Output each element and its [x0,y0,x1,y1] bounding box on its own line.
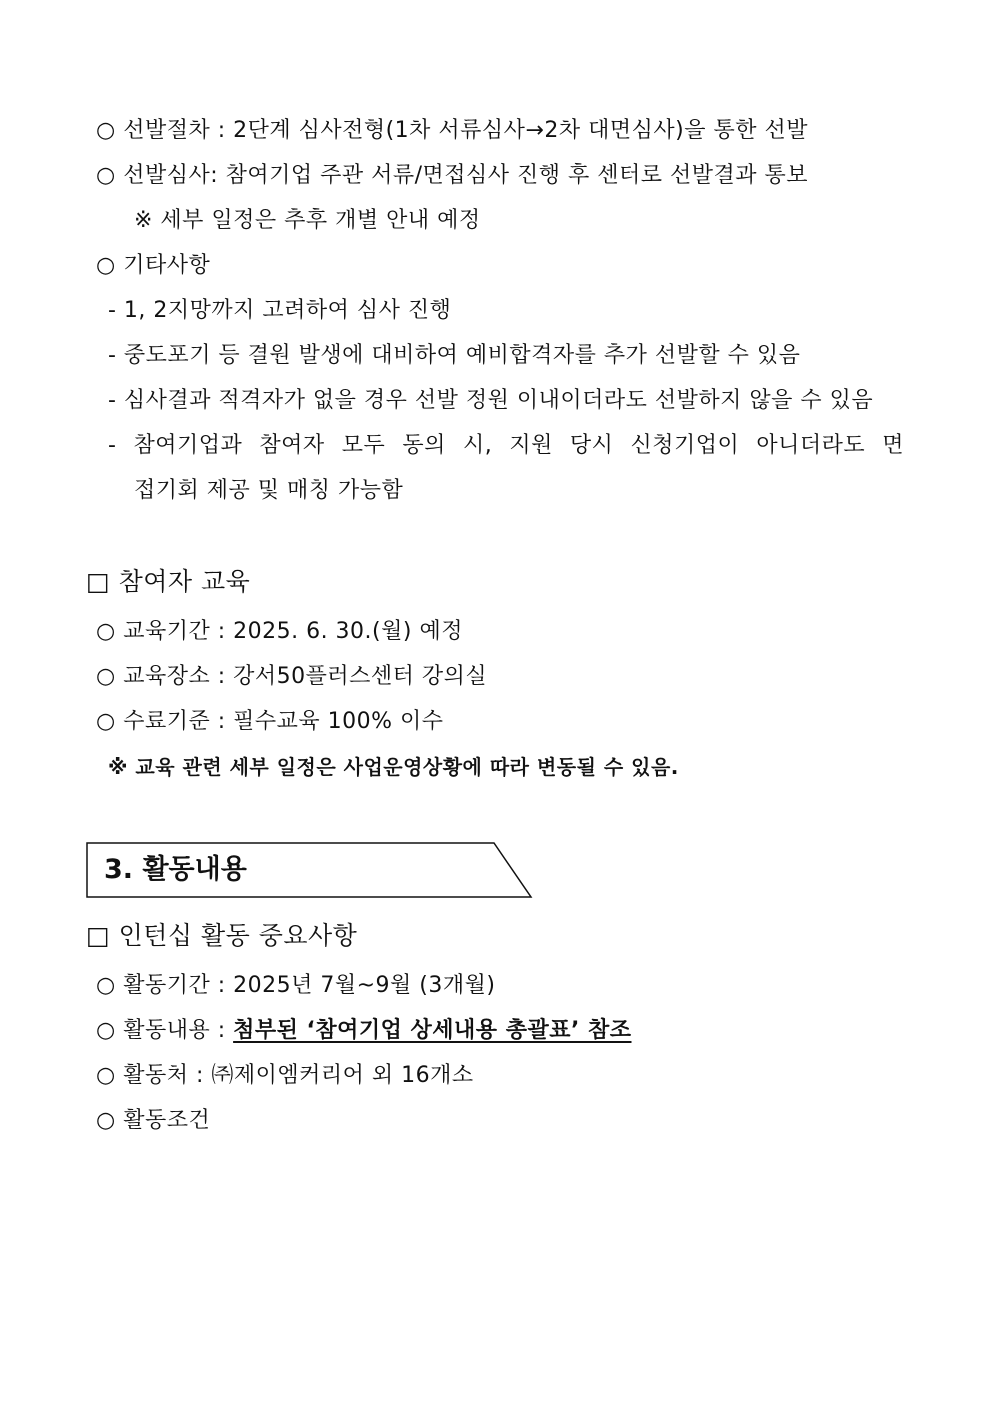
section-3-title-box [86,842,534,900]
selection-procedure: ○ 선발절차 : 2단계 심사전형(1차 서류심사→2차 대면심사)을 통한 선발 [96,118,808,143]
selection-etc-title: ○ 기타사항 [96,253,211,278]
etc-item: - 1, 2지망까지 고려하여 심사 진행 [108,298,452,323]
selection-review-note: ※ 세부 일정은 추후 개별 안내 예정 [134,208,481,233]
education-period: ○ 교육기간 : 2025. 6. 30.(월) 예정 [96,619,463,644]
internship-heading: □ 인턴십 활동 중요사항 [86,921,358,950]
etc-item: - 참여기업과 참여자 모두 동의 시, 지원 당시 신청기업이 아니더라도 면 [108,433,904,458]
education-heading: □ 참여자 교육 [86,567,251,596]
activity-period: ○ 활동기간 : 2025년 7월~9월 (3개월) [96,973,496,998]
activity-content [96,1016,632,1046]
activity-conditions: ○ 활동조건 [96,1108,211,1133]
activity-content-label: ○ 활동내용 : [96,1018,234,1043]
activity-content-reference: 첨부된 ‘참여기업 상세내용 총괄표’ 참조 [233,1018,632,1043]
etc-item: - 중도포기 등 결원 발생에 대비하여 예비합격자를 추가 선발할 수 있음 [108,343,801,368]
section-3-title: 3. 활동내용 [104,854,247,885]
education-note: ※ 교육 관련 세부 일정은 사업운영상황에 따라 변동될 수 있음. [108,755,679,779]
etc-item-continued: 접기회 제공 및 매칭 가능함 [134,478,404,503]
activity-place: ○ 활동처 : ㈜제이엠커리어 외 16개소 [96,1063,474,1088]
education-place: ○ 교육장소 : 강서50플러스센터 강의실 [96,664,488,689]
selection-review: ○ 선발심사: 참여기업 주관 서류/면접심사 진행 후 센터로 선발결과 통보 [96,163,809,188]
etc-item: - 심사결과 적격자가 없을 경우 선발 정원 이내이더라도 선발하지 않을 수 있음 [108,388,874,413]
education-criteria: ○ 수료기준 : 필수교육 100% 이수 [96,709,444,734]
